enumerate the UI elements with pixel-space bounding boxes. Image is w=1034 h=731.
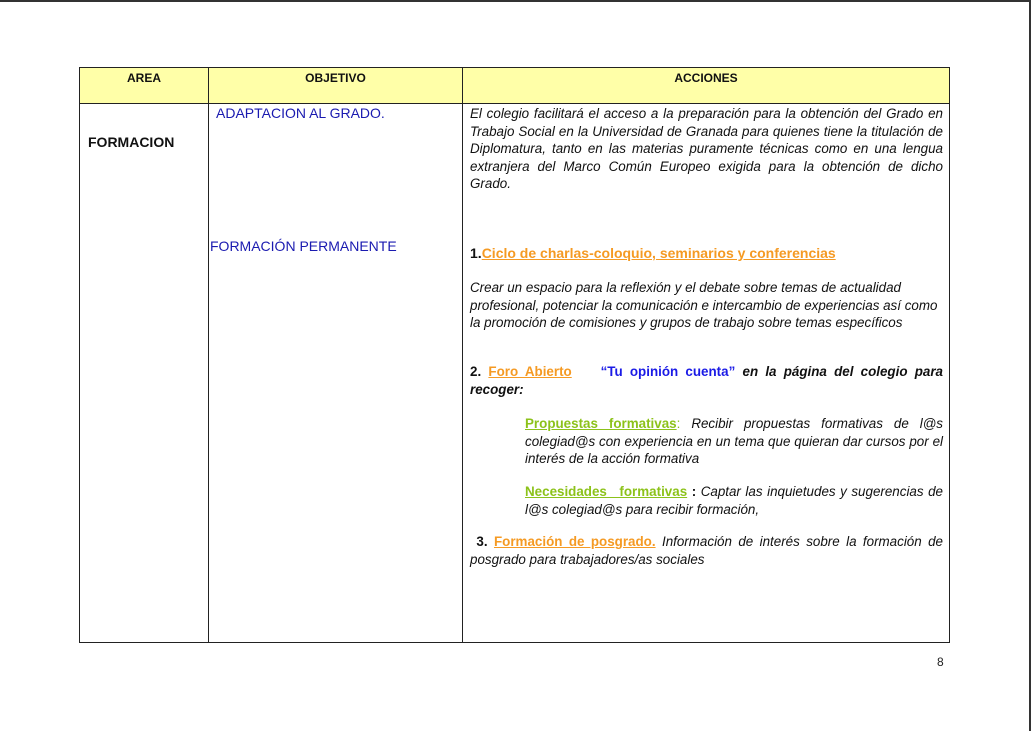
- header-row: [80, 68, 950, 104]
- necesidades-colon: :: [687, 484, 701, 499]
- propuestas-text: Recibir propuestas formativas de l@s colegiad@s con experiencia en un tema que quieran dar cursos por el interés de la acción formativa: [525, 416, 944, 466]
- accion-3-number: 3.: [476, 534, 488, 549]
- necesidades-text: Captar las inquietudes y sugerencias de l@s colegiad@s para recibir formación,: [525, 484, 944, 517]
- accion-2-rest: en la página del colegio para recoger:: [470, 364, 944, 397]
- necesidades-title: Necesidades formativas: [525, 484, 688, 499]
- propuestas-title: Propuestas formativas: [525, 416, 677, 431]
- objetivo-adaptacion: ADAPTACION AL GRADO.: [216, 105, 385, 121]
- accion-2-number: 2.: [470, 364, 482, 379]
- accion-2-title: Foro Abierto: [488, 364, 572, 379]
- accion-1-description: Crear un espacio para la reflexión y el debate sobre temas de actualidad profesional, potenciar la comunicación e intercambio de experiencias así como la promoción de comisiones y grupos de trabajo sobre temas específicos: [470, 280, 938, 330]
- accion-1-number: 1.: [470, 245, 482, 261]
- accion-1-heading: [470, 245, 943, 263]
- acciones-cell: [463, 104, 950, 643]
- header-objetivo: OBJETIVO: [209, 68, 463, 104]
- area-cell: [80, 104, 209, 643]
- propuestas-colon: :: [676, 416, 681, 431]
- accion-2-quote: “Tu opinión cuenta”: [600, 364, 736, 379]
- accion-2-heading: [470, 363, 943, 398]
- plan-table: [79, 67, 950, 643]
- accion-3: [470, 533, 943, 568]
- accion-3-title: Formación de posgrado.: [493, 534, 656, 549]
- accion-2-sub-necesidades: [525, 483, 943, 518]
- page-number: 8: [937, 655, 944, 669]
- objetivo-cell: [209, 104, 463, 643]
- accion-2-sub-propuestas: [525, 415, 943, 468]
- accion-1-title: Ciclo de charlas-coloquio, seminarios y conferencias: [481, 245, 836, 261]
- accion-3-text: Información de interés sobre la formación de posgrado para trabajadores/as sociales: [470, 534, 943, 567]
- accion-adaptacion: El colegio facilitará el acceso a la preparación para la obtención del Grado en Trabajo Social en la Universidad de Granada para quienes tiene la titulación de Diplomatura, tanto en las materias puramente técnicas como en una lengua extranjera del Marco Común Europeo exigida para la obtención de dicho Grado.: [470, 106, 943, 191]
- area-label: FORMACION: [88, 134, 175, 150]
- objetivo-formacion-permanente: FORMACIÓN PERMANENTE: [210, 238, 397, 254]
- table-row: [80, 104, 950, 643]
- header-acciones: ACCIONES: [463, 68, 950, 104]
- header-area: AREA: [80, 68, 209, 104]
